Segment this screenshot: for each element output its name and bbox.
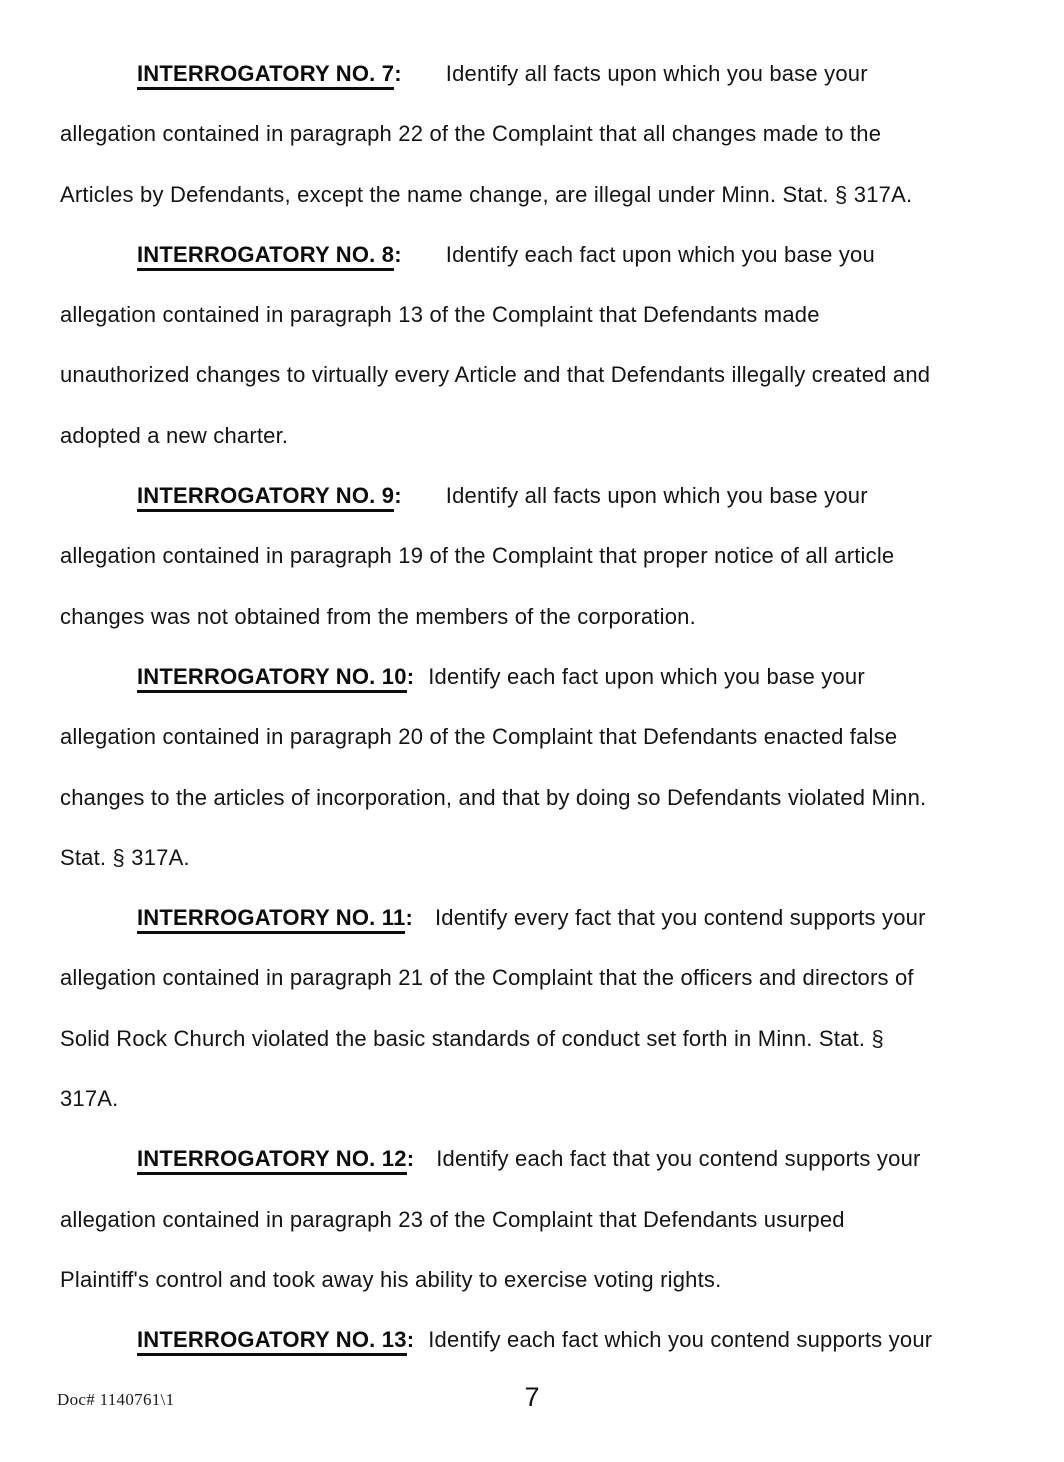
text-line: 317A. [60, 1086, 119, 1112]
page-footer [0, 1382, 1064, 1422]
text-line: unauthorized changes to virtually every Article and that Defendants illegally created and [60, 362, 931, 388]
interrogatory-8-text: Identify each fact upon which you base you [445, 241, 875, 267]
interrogatory-7 [60, 44, 1034, 225]
text-line: Articles by Defendants, except the name change, are illegal under Minn. Stat. § 317A. [60, 181, 913, 207]
interrogatory-11 [60, 888, 1034, 1129]
interrogatory-8 [60, 225, 1034, 466]
text-line [60, 1310, 1034, 1370]
text-line: allegation contained in paragraph 20 of the Complaint that Defendants enacted false [60, 724, 898, 750]
text-line: adopted a new charter. [60, 422, 289, 448]
interrogatory-9-text: Identify all facts upon which you base your [445, 483, 868, 509]
text-line: allegation contained in paragraph 22 of the Complaint that all changes made to the [60, 121, 882, 147]
text-line: allegation contained in paragraph 23 of the Complaint that Defendants usurped [60, 1206, 845, 1232]
text-line [60, 466, 1034, 526]
label-colon: : [394, 483, 402, 509]
interrogatory-9 [60, 466, 1034, 647]
doc-number: Doc# 1140761\1 [57, 1390, 175, 1409]
label-colon: : [406, 1146, 415, 1172]
page-number: 7 [524, 1382, 540, 1412]
document-body [60, 44, 1034, 1371]
text-line [60, 888, 1034, 948]
interrogatory-7-text: Identify all facts upon which you base your [445, 61, 868, 86]
text-line [60, 225, 1034, 285]
text-line: allegation contained in paragraph 19 of the Complaint that proper notice of all article [60, 543, 895, 569]
label-colon: : [394, 61, 402, 86]
interrogatory-9-label: INTERROGATORY NO. 9 [137, 483, 394, 512]
text-line: Stat. § 317A. [60, 844, 190, 870]
interrogatory-11-text: Identify every fact that you contend supports your [435, 905, 926, 931]
text-line: Plaintiff's control and took away his ability to exercise voting rights. [60, 1266, 722, 1292]
interrogatory-12 [60, 1129, 1034, 1310]
interrogatory-12-label: INTERROGATORY NO. 12 [137, 1146, 407, 1175]
interrogatory-7-label: INTERROGATORY NO. 7 [137, 61, 394, 90]
label-colon: : [394, 241, 402, 267]
label-colon: : [406, 1327, 415, 1353]
label-colon: : [405, 905, 413, 931]
interrogatory-12-text: Identify each fact that you contend supports your [436, 1146, 921, 1172]
interrogatory-13-label: INTERROGATORY NO. 13 [137, 1327, 407, 1356]
interrogatory-8-label: INTERROGATORY NO. 8 [137, 242, 394, 271]
interrogatory-10-label: INTERROGATORY NO. 10 [137, 664, 407, 693]
text-line: Solid Rock Church violated the basic standards of conduct set forth in Minn. Stat. § [60, 1025, 884, 1051]
text-line: allegation contained in paragraph 21 of the Complaint that the officers and directors of [60, 965, 914, 991]
interrogatory-13-text: Identify each fact which you contend supports your [428, 1327, 933, 1353]
text-line [60, 647, 1034, 707]
interrogatory-10-text: Identify each fact upon which you base your [428, 663, 865, 689]
interrogatory-11-label: INTERROGATORY NO. 11 [137, 905, 405, 934]
interrogatory-10 [60, 647, 1034, 888]
text-line: changes to the articles of incorporation, and that by doing so Defendants violated Minn. [60, 784, 927, 810]
text-line [60, 1129, 1034, 1189]
label-colon: : [406, 663, 415, 689]
interrogatory-13 [60, 1310, 1034, 1370]
text-line: changes was not obtained from the members of the corporation. [60, 603, 696, 629]
text-line: allegation contained in paragraph 13 of the Complaint that Defendants made [60, 302, 820, 328]
text-line [60, 44, 1034, 104]
